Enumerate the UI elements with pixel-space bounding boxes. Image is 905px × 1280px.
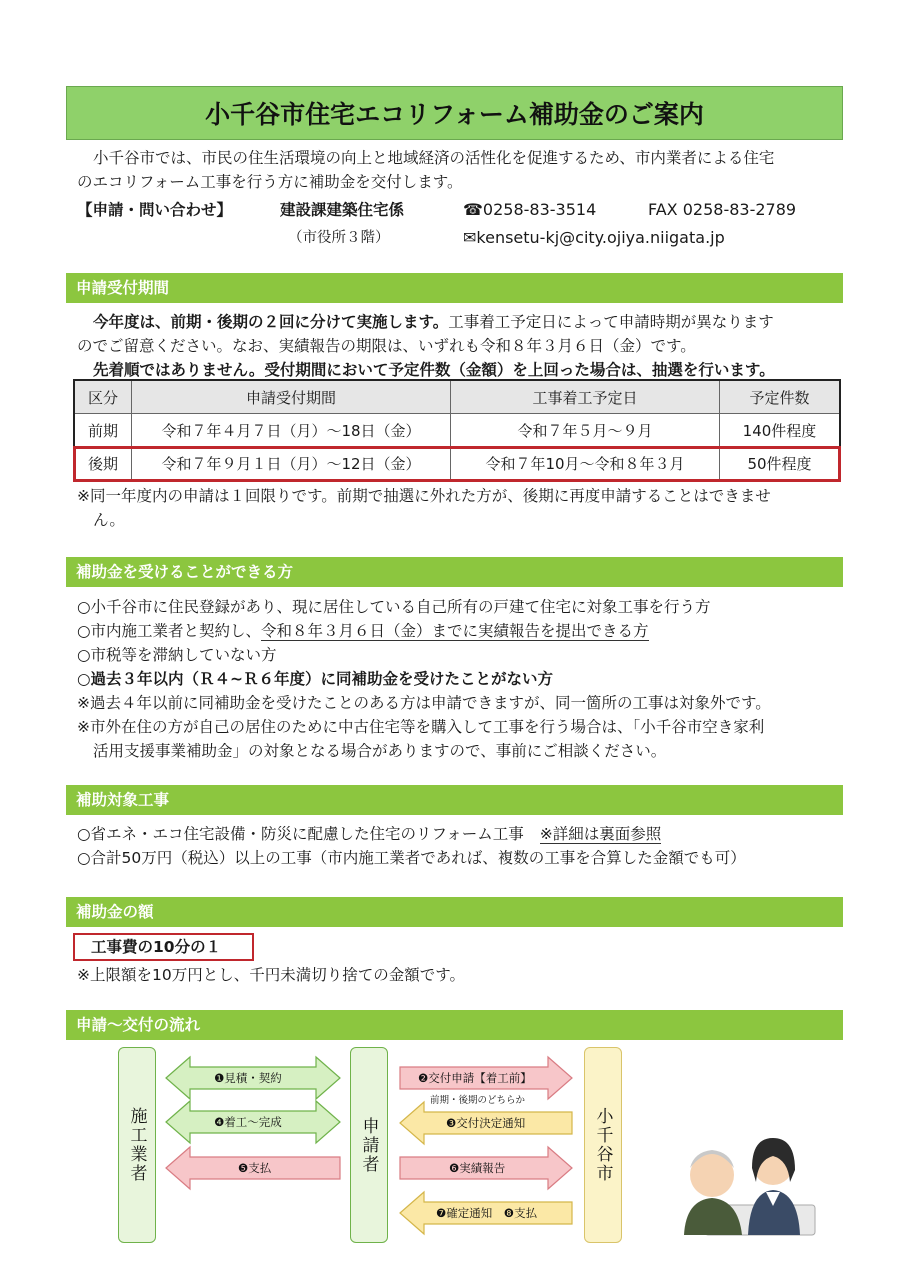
section-period-header: 申請受付期間 bbox=[66, 273, 843, 303]
intro-line-2: のエコリフォーム工事を行う方に補助金を交付します。 bbox=[77, 173, 463, 191]
amount-note: ※上限額を10万円とし、千円未満切り捨ての金額です。 bbox=[77, 966, 465, 984]
flow-applicant: 申請者 bbox=[350, 1047, 388, 1243]
flow-label-4: ❹着工～完成 bbox=[214, 1115, 282, 1129]
table-header: 予定件数 bbox=[720, 380, 841, 414]
works-item: ○省エネ・エコ住宅設備・防災に配慮した住宅のリフォーム工事 ※詳細は裏面参照 bbox=[77, 825, 662, 843]
works-detail-note: ※詳細は裏面参照 bbox=[539, 825, 662, 843]
table-cell: 後期 bbox=[74, 447, 132, 481]
eligible-item: ※過去４年以前に同補助金を受けたことのある方は申請できますが、同一箇所の工事は対象外です。 bbox=[77, 694, 771, 712]
eligible-item: ○市税等を滞納していない方 bbox=[77, 646, 277, 664]
intro-line-1: 小千谷市では、市民の住生活環境の向上と地域経済の活性化を促進するため、市内業者による住宅 bbox=[93, 149, 775, 167]
eligible-item: ○小千谷市に住民登録があり、現に居住している自己所有の戸建て住宅に対象工事を行う方 bbox=[77, 598, 711, 616]
flow-contractor: 施工業者 bbox=[118, 1047, 156, 1243]
flow-label-3: ❸交付決定通知 bbox=[446, 1116, 526, 1130]
contact-tel: ☎0258-83-3514 bbox=[463, 200, 597, 219]
period-bold-2: 先着順ではありません。受付期間において予定件数（金額）を上回った場合は、抽選を行います。 bbox=[93, 361, 775, 379]
amount-box: 工事費の10分の１ bbox=[73, 933, 254, 961]
contact-label: 【申請・問い合わせ】 bbox=[77, 201, 233, 219]
table-header: 区分 bbox=[74, 380, 132, 414]
contact-email[interactable]: ✉kensetu-kj@city.ojiya.niigata.jp bbox=[463, 228, 725, 247]
section-amount-header: 補助金の額 bbox=[66, 897, 843, 927]
works-item: ○合計50万円（税込）以上の工事（市内施工業者であれば、複数の工事を合算した金額でも可） bbox=[77, 849, 746, 867]
contact-fax: FAX 0258-83-2789 bbox=[648, 200, 797, 219]
flow-label-2-note: 前期・後期のどちらか bbox=[430, 1095, 526, 1106]
flow-label-5: ❺支払 bbox=[238, 1161, 272, 1175]
period-line-2: のでご留意ください。なお、実績報告の期限は、いずれも令和８年３月６日（金）です。 bbox=[77, 337, 696, 355]
table-cell: 令和７年９月１日（月）～12日（金） bbox=[132, 447, 451, 481]
table-header: 工事着工予定日 bbox=[451, 380, 720, 414]
eligible-item: ○過去３年以内（Ｒ４~Ｒ６年度）に同補助金を受けたことがない方 bbox=[77, 670, 554, 688]
table-header: 申請受付期間 bbox=[132, 380, 451, 414]
eligible-deadline: 令和８年３月６日（金）までに実績報告を提出できる方 bbox=[261, 622, 649, 640]
period-text-1: 工事着工予定日によって申請時期が異なります bbox=[448, 313, 774, 331]
flow-city: 小千谷市 bbox=[584, 1047, 622, 1243]
section-works-header: 補助対象工事 bbox=[66, 785, 843, 815]
table-cell: 令和７年10月～令和８年３月 bbox=[451, 447, 720, 481]
flow-label-7: ❼確定通知 ❽支払 bbox=[436, 1206, 538, 1220]
flow-label-2: ❷交付申請【着工前】 bbox=[418, 1071, 532, 1085]
table-cell: 50件程度 bbox=[720, 447, 841, 481]
table-cell: 140件程度 bbox=[720, 414, 841, 447]
period-bold-1: 今年度は、前期・後期の２回に分けて実施します。 bbox=[93, 313, 449, 331]
section-flow-header: 申請～交付の流れ bbox=[66, 1010, 843, 1040]
table-cell: 令和７年５月～９月 bbox=[451, 414, 720, 447]
section-eligible-header: 補助金を受けることができる方 bbox=[66, 557, 843, 587]
page-title: 小千谷市住宅エコリフォーム補助金のご案内 bbox=[66, 86, 843, 140]
consultation-illustration bbox=[684, 1138, 815, 1235]
contact-department: 建設課建築住宅係 bbox=[280, 201, 405, 219]
eligible-item: 活用支援事業補助金」の対象となる場合がありますので、事前にご相談ください。 bbox=[93, 742, 667, 760]
flow-label-1: ❶見積・契約 bbox=[214, 1071, 282, 1085]
flow-label-6: ❻実績報告 bbox=[449, 1161, 506, 1175]
table-cell: 前期 bbox=[74, 414, 132, 447]
contact-floor: （市役所３階） bbox=[288, 230, 390, 246]
eligible-item: ○市内施工業者と契約し、令和８年３月６日（金）までに実績報告を提出できる方 bbox=[77, 622, 649, 640]
period-note-2: ん。 bbox=[93, 511, 125, 529]
eligible-item: ※市外在住の方が自己の居住のために中古住宅等を購入して工事を行う場合は、「小千谷市空き家利 bbox=[77, 718, 765, 736]
table-cell: 令和７年４月７日（月）～18日（金） bbox=[132, 414, 451, 447]
period-note-1: ※同一年度内の申請は１回限りです。前期で抽選に外れた方が、後期に再度申請することはできませ bbox=[77, 487, 771, 505]
